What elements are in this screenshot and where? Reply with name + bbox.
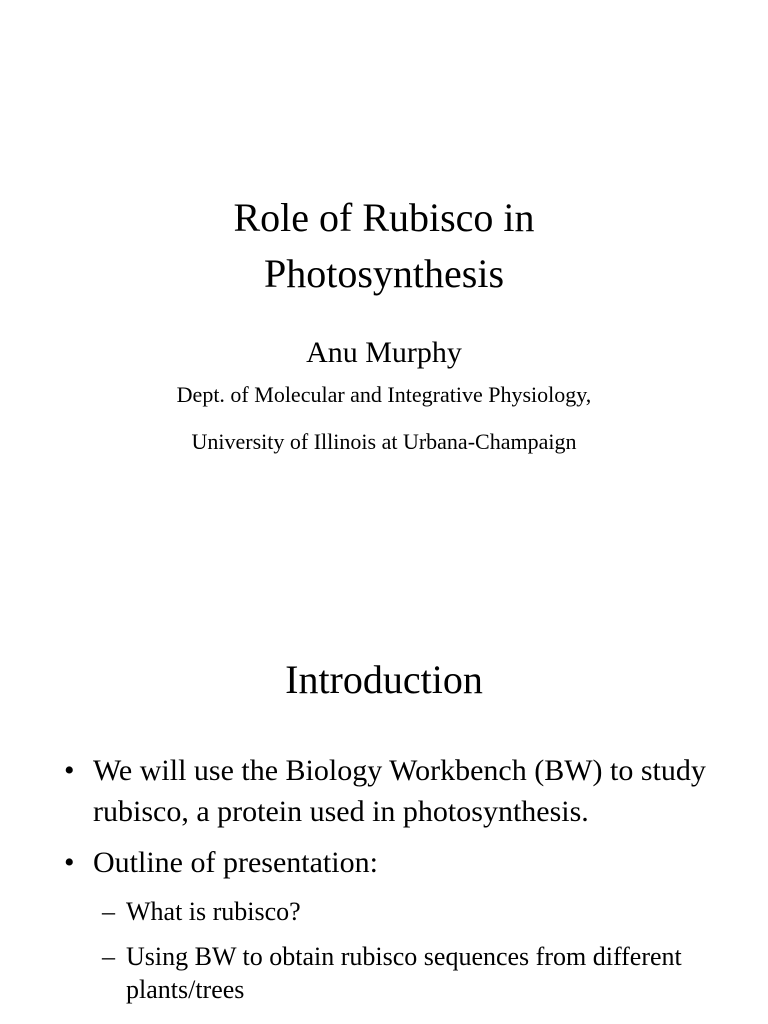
bullet-text: We will use the Biology Workbench (BW) to study rubisco, a protein used in photosynthesis.	[93, 754, 706, 828]
introduction-title: Introduction	[285, 657, 483, 702]
sub-bullet-text: Using BW to obtain rubisco sequences from different plants/trees	[126, 942, 682, 1004]
sub-bullet-item	[0, 895, 768, 928]
bullet-item	[0, 842, 768, 883]
bullet-marker: •	[64, 754, 75, 787]
affiliation-line-1: Dept. of Molecular and Integrative Physiology,	[176, 382, 592, 407]
introduction-slide	[0, 576, 768, 1024]
affiliation-group	[0, 382, 768, 408]
bullet-list	[0, 750, 768, 1006]
bullet-item	[0, 750, 768, 832]
sub-bullet-marker: –	[102, 942, 115, 971]
affiliation-line-2: University of Illinois at Urbana-Champaign	[191, 429, 577, 454]
sub-bullet-text: What is rubisco?	[126, 897, 301, 926]
bullet-marker: •	[64, 846, 75, 879]
sub-bullet-item	[0, 940, 768, 1006]
title-group	[0, 190, 768, 302]
affiliation-group-2	[0, 429, 768, 455]
slide-title-line-1: Role of Rubisco in	[233, 195, 535, 240]
author-name: Anu Murphy	[306, 336, 462, 369]
slide-title-line-2: Photosynthesis	[263, 251, 505, 296]
sub-bullet-marker: –	[102, 897, 115, 926]
bullet-text: Outline of presentation:	[93, 846, 378, 879]
author-group	[0, 335, 768, 371]
